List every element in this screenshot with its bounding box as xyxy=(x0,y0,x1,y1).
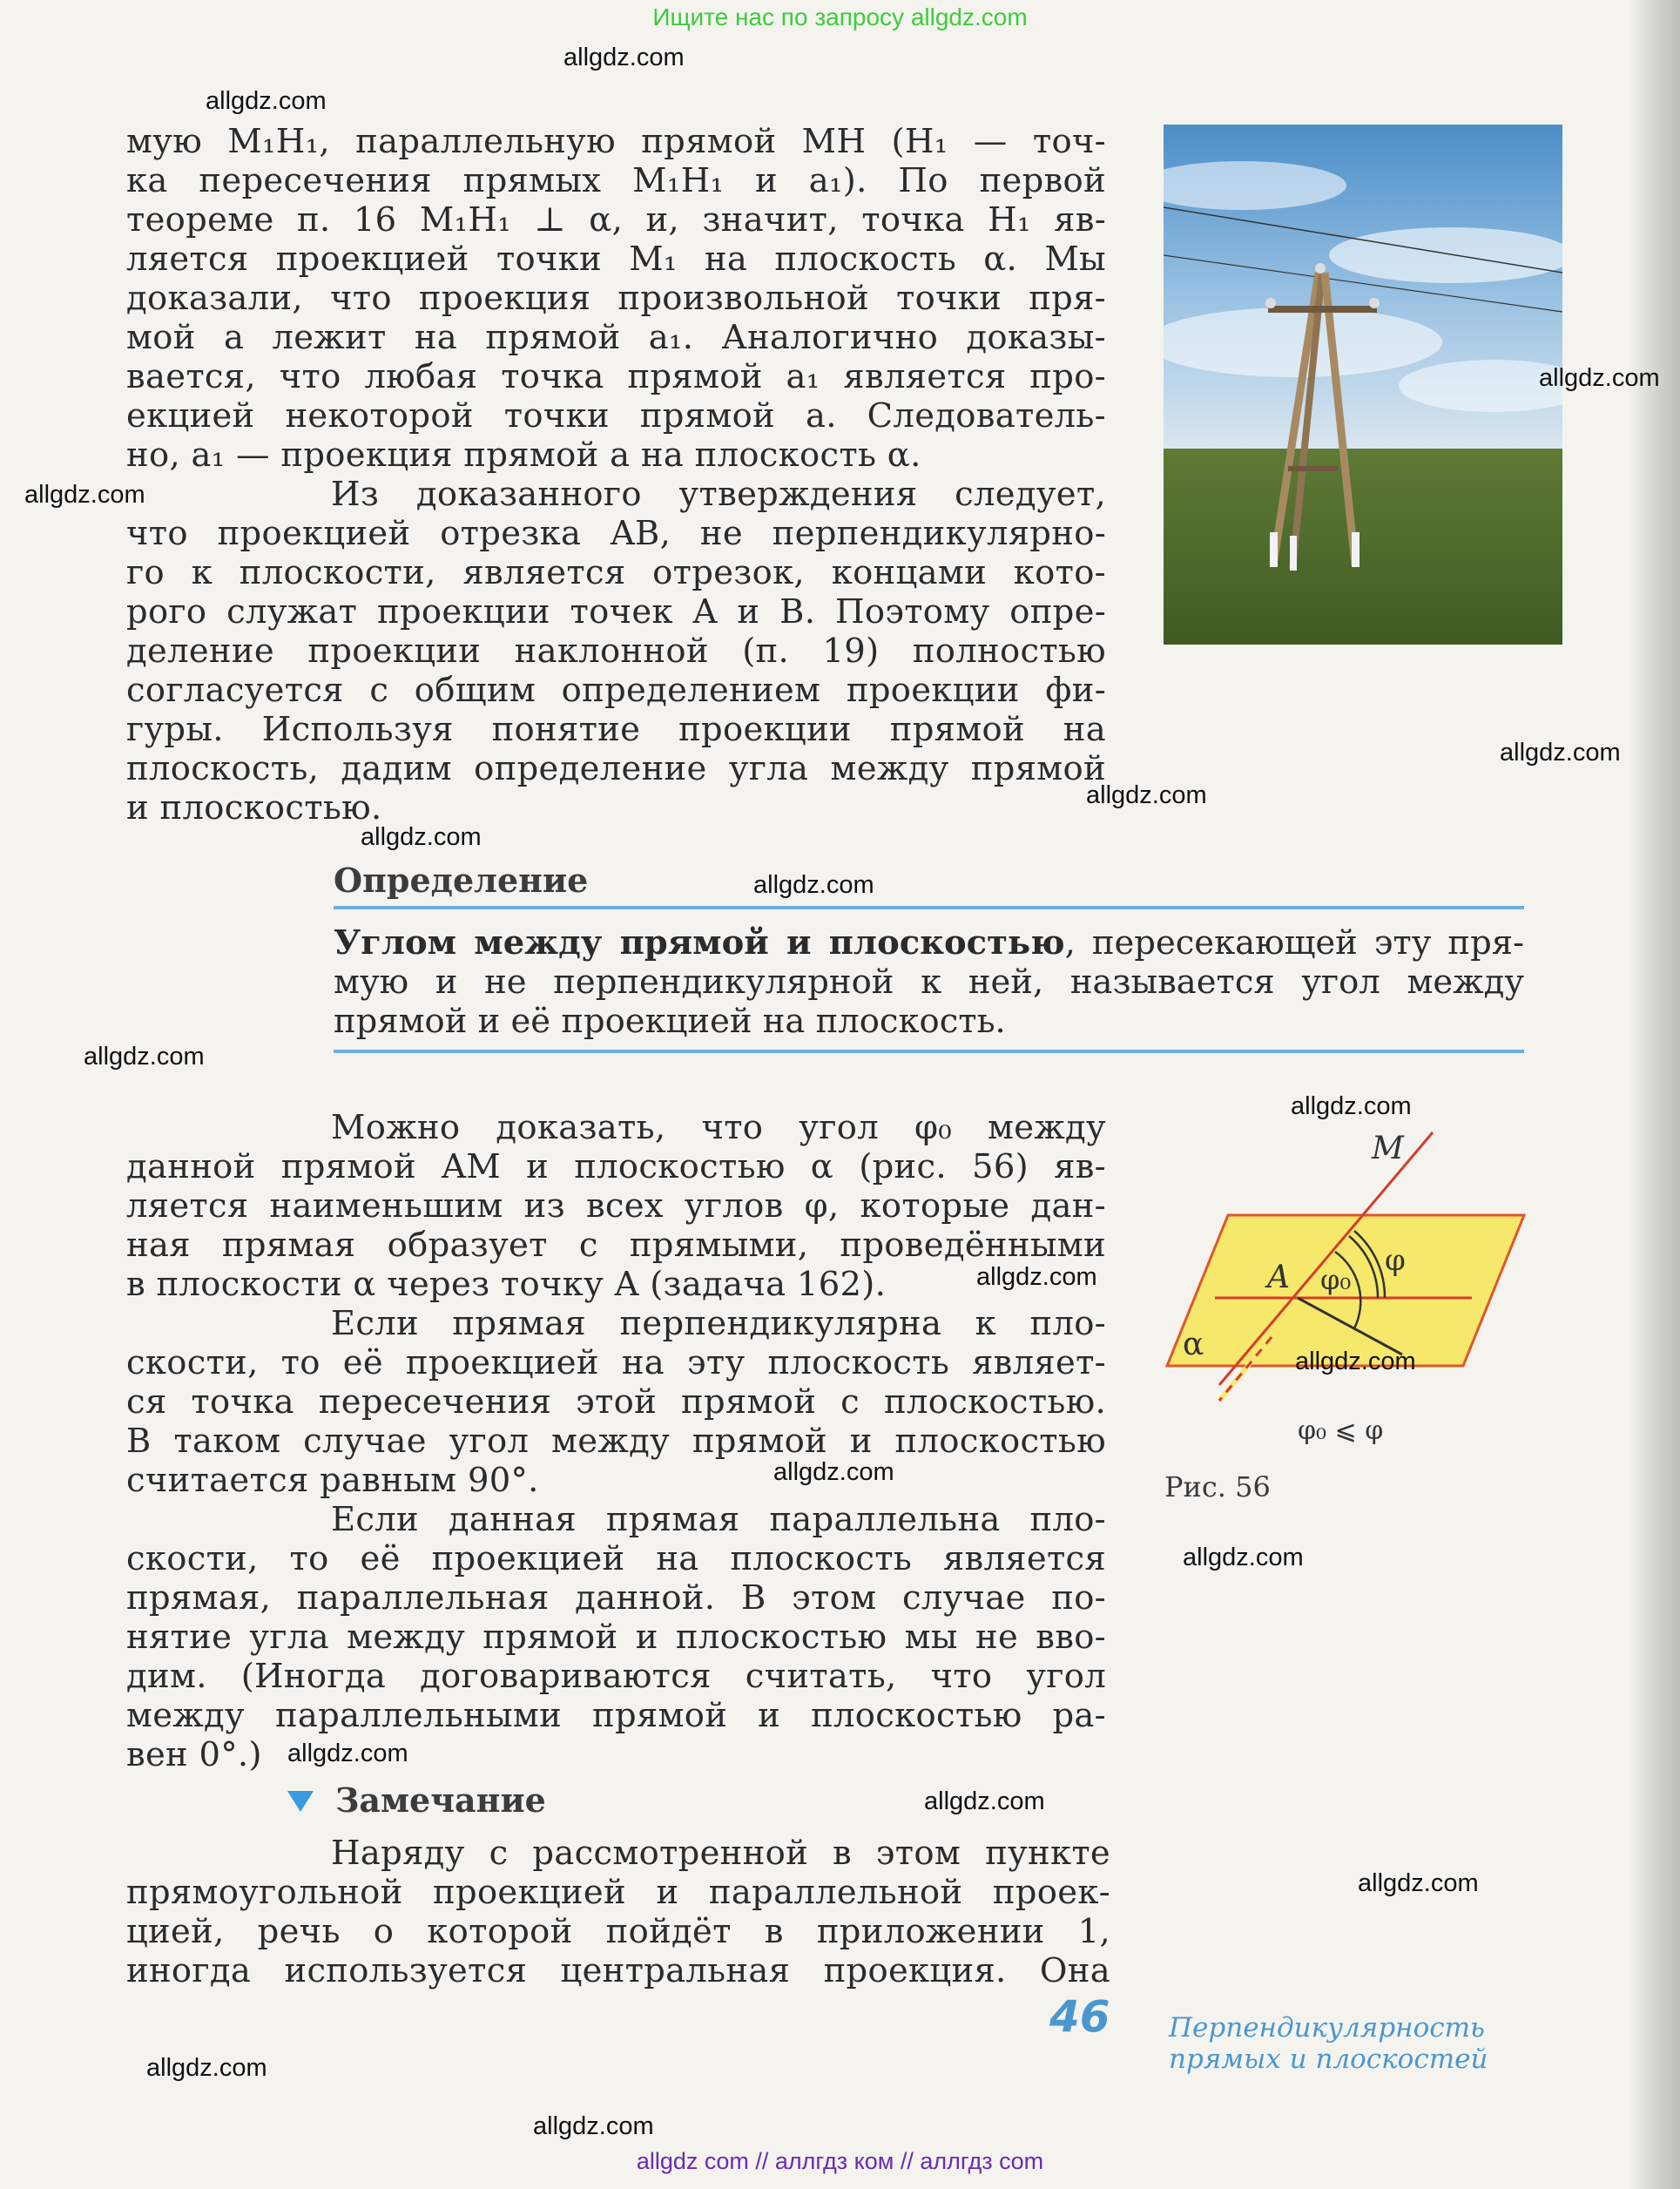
power-pole-photo xyxy=(1164,125,1562,645)
label-alpha: α xyxy=(1183,1327,1204,1362)
text-line: ся точка пересечения этой прямой с плоскостью. xyxy=(126,1382,1106,1422)
text-line: В таком случае угол между прямой и плоскостью xyxy=(126,1422,1106,1461)
text-line: гуры. Используя понятие проекции прямой на xyxy=(126,710,1106,749)
watermark[interactable]: allgdz.com xyxy=(1295,1348,1416,1375)
text-line: го к плоскости, является отрезок, концами кото- xyxy=(126,553,1106,592)
paragraph-1 xyxy=(126,122,1106,475)
text-line: мой a лежит на прямой a₁. Аналогично доказы- xyxy=(126,318,1106,357)
page-number: 46 xyxy=(1049,1991,1110,2042)
label-phi0: φ₀ xyxy=(1320,1263,1352,1296)
page-edge-shadow xyxy=(1628,0,1680,2189)
paragraph-2 xyxy=(126,475,1106,828)
paragraph-5 xyxy=(126,1500,1106,1774)
watermark[interactable]: allgdz.com xyxy=(1539,364,1660,392)
text-line: вается, что любая точка прямой a₁ является про- xyxy=(126,357,1106,396)
figure-56-diagram xyxy=(1150,1124,1550,1463)
paragraph-4 xyxy=(126,1304,1106,1500)
remark-title: Замечание xyxy=(335,1780,546,1820)
text-line: скости, то её проекцией на плоскость является xyxy=(126,1539,1106,1578)
text-line: прямоугольной проекцией и параллельной проек- xyxy=(126,1873,1110,1912)
watermark[interactable]: allgdz.com xyxy=(753,871,874,899)
text-line: Из доказанного утверждения следует, xyxy=(331,475,1106,514)
text-line: ляется проекцией точки M₁ на плоскость α. Мы xyxy=(126,240,1106,279)
remark-body xyxy=(126,1834,1110,1990)
running-title-line-1: Перпендикулярность xyxy=(1169,2012,1485,2044)
watermark[interactable]: allgdz.com xyxy=(84,1043,205,1071)
text-line: скости, то её проекцией на эту плоскость являет- xyxy=(126,1343,1106,1382)
figure-caption: Рис. 56 xyxy=(1164,1470,1271,1503)
text-line: нятие угла между прямой и плоскостью мы не вво- xyxy=(126,1618,1106,1657)
text-line: деление проекции наклонной (п. 19) полностью xyxy=(126,632,1106,671)
watermark[interactable]: allgdz.com xyxy=(146,2054,267,2082)
watermark[interactable]: allgdz.com xyxy=(1183,1544,1304,1571)
running-title-line-2: прямых и плоскостей xyxy=(1169,2044,1488,2075)
watermark[interactable]: allgdz.com xyxy=(206,87,327,115)
text-line: плоскость, дадим определение угла между прямой xyxy=(126,749,1106,788)
text-line: и плоскостью. xyxy=(126,788,382,828)
label-A: A xyxy=(1267,1260,1290,1295)
text-line: мую M₁H₁, параллельную прямой MH (H₁ — точ- xyxy=(126,122,1106,161)
remark-triangle-icon xyxy=(287,1791,314,1812)
text-line: Можно доказать, что угол φ₀ между xyxy=(331,1108,1106,1147)
text-line: согласуется с общим определением проекции фи- xyxy=(126,671,1106,710)
watermark[interactable]: allgdz.com xyxy=(563,44,685,71)
text-line: но, a₁ — проекция прямой a на плоскость α. xyxy=(126,436,921,475)
text-line: данной прямой AM и плоскостью α (рис. 56) яв- xyxy=(126,1147,1106,1186)
text-line: Если прямая перпендикулярна к пло- xyxy=(331,1304,1106,1343)
watermark[interactable]: allgdz.com xyxy=(976,1263,1097,1291)
watermark[interactable]: allgdz.com xyxy=(1291,1092,1412,1120)
watermark[interactable]: allgdz.com xyxy=(361,823,482,851)
text-line: между параллельными прямой и плоскостью ра- xyxy=(126,1696,1106,1735)
paragraph-3 xyxy=(126,1108,1106,1304)
watermark[interactable]: allgdz.com xyxy=(1086,781,1207,809)
watermark-bottom-banner[interactable]: allgdz com // аллгдз ком // аллгдз com xyxy=(636,2148,1044,2174)
text-line: цией, речь о которой пойдёт в приложении 1, xyxy=(126,1912,1110,1951)
watermark[interactable]: allgdz.com xyxy=(24,481,145,509)
definition-title: Определение xyxy=(334,861,589,900)
text-line: дим. (Иногда договариваются считать, что угол xyxy=(126,1657,1106,1696)
text-line: екцией некоторой точки прямой a. Следователь- xyxy=(126,396,1106,436)
text-line: Наряду с рассмотренной в этом пункте xyxy=(331,1834,1110,1873)
definition-bottom-rule xyxy=(334,1050,1524,1053)
watermark[interactable]: allgdz.com xyxy=(773,1458,894,1486)
text-line: ляется наименьшим из всех углов φ, которые дан- xyxy=(126,1186,1106,1226)
relation-text: φ₀ ⩽ φ xyxy=(1298,1415,1384,1446)
label-phi: φ xyxy=(1385,1243,1406,1278)
watermark[interactable]: allgdz.com xyxy=(924,1787,1045,1815)
text-line: ная прямая образует с прямыми, проведёнными xyxy=(126,1226,1106,1265)
text-line: что проекцией отрезка AB, не перпендикулярно- xyxy=(126,514,1106,553)
watermark[interactable]: allgdz.com xyxy=(533,2112,654,2140)
watermark[interactable]: allgdz.com xyxy=(1358,1869,1479,1897)
text-line: иногда используется центральная проекция. Она xyxy=(126,1951,1110,1990)
text-line: в плоскости α через точку A (задача 162). xyxy=(126,1265,887,1304)
definition-body xyxy=(334,923,1524,1041)
definition-term: Углом между прямой и плоскостью xyxy=(334,923,1065,963)
definition-line-1-rest: , пересекающей эту пря- xyxy=(1064,923,1525,963)
watermark[interactable]: allgdz.com xyxy=(1500,739,1621,767)
text-line: прямая, параллельная данной. В этом случае по- xyxy=(126,1578,1106,1618)
running-title xyxy=(1169,2012,1488,2075)
text-line: доказали, что проекция произвольной точки пря- xyxy=(126,279,1106,318)
definition-line-2: мую и не перпендикулярной к ней, называется угол между xyxy=(334,963,1524,1002)
watermark-top-banner[interactable]: Ищите нас по запросу allgdz.com xyxy=(652,3,1028,30)
label-M: M xyxy=(1372,1131,1404,1166)
text-line: считается равным 90°. xyxy=(126,1461,539,1500)
text-line: вен 0°.) xyxy=(126,1735,262,1774)
definition-line-3: прямой и её проекцией на плоскость. xyxy=(334,1002,1006,1041)
text-line: рого служат проекции точек A и B. Поэтому опре- xyxy=(126,592,1106,632)
text-line: теореме п. 16 M₁H₁ ⊥ α, и, значит, точка H₁ яв- xyxy=(126,200,1106,240)
text-line: Если данная прямая параллельна пло- xyxy=(331,1500,1106,1539)
definition-line-1 xyxy=(334,923,1524,963)
text-line: ка пересечения прямых M₁H₁ и a₁). По первой xyxy=(126,161,1106,200)
definition-top-rule xyxy=(334,906,1524,909)
watermark[interactable]: allgdz.com xyxy=(287,1740,408,1767)
